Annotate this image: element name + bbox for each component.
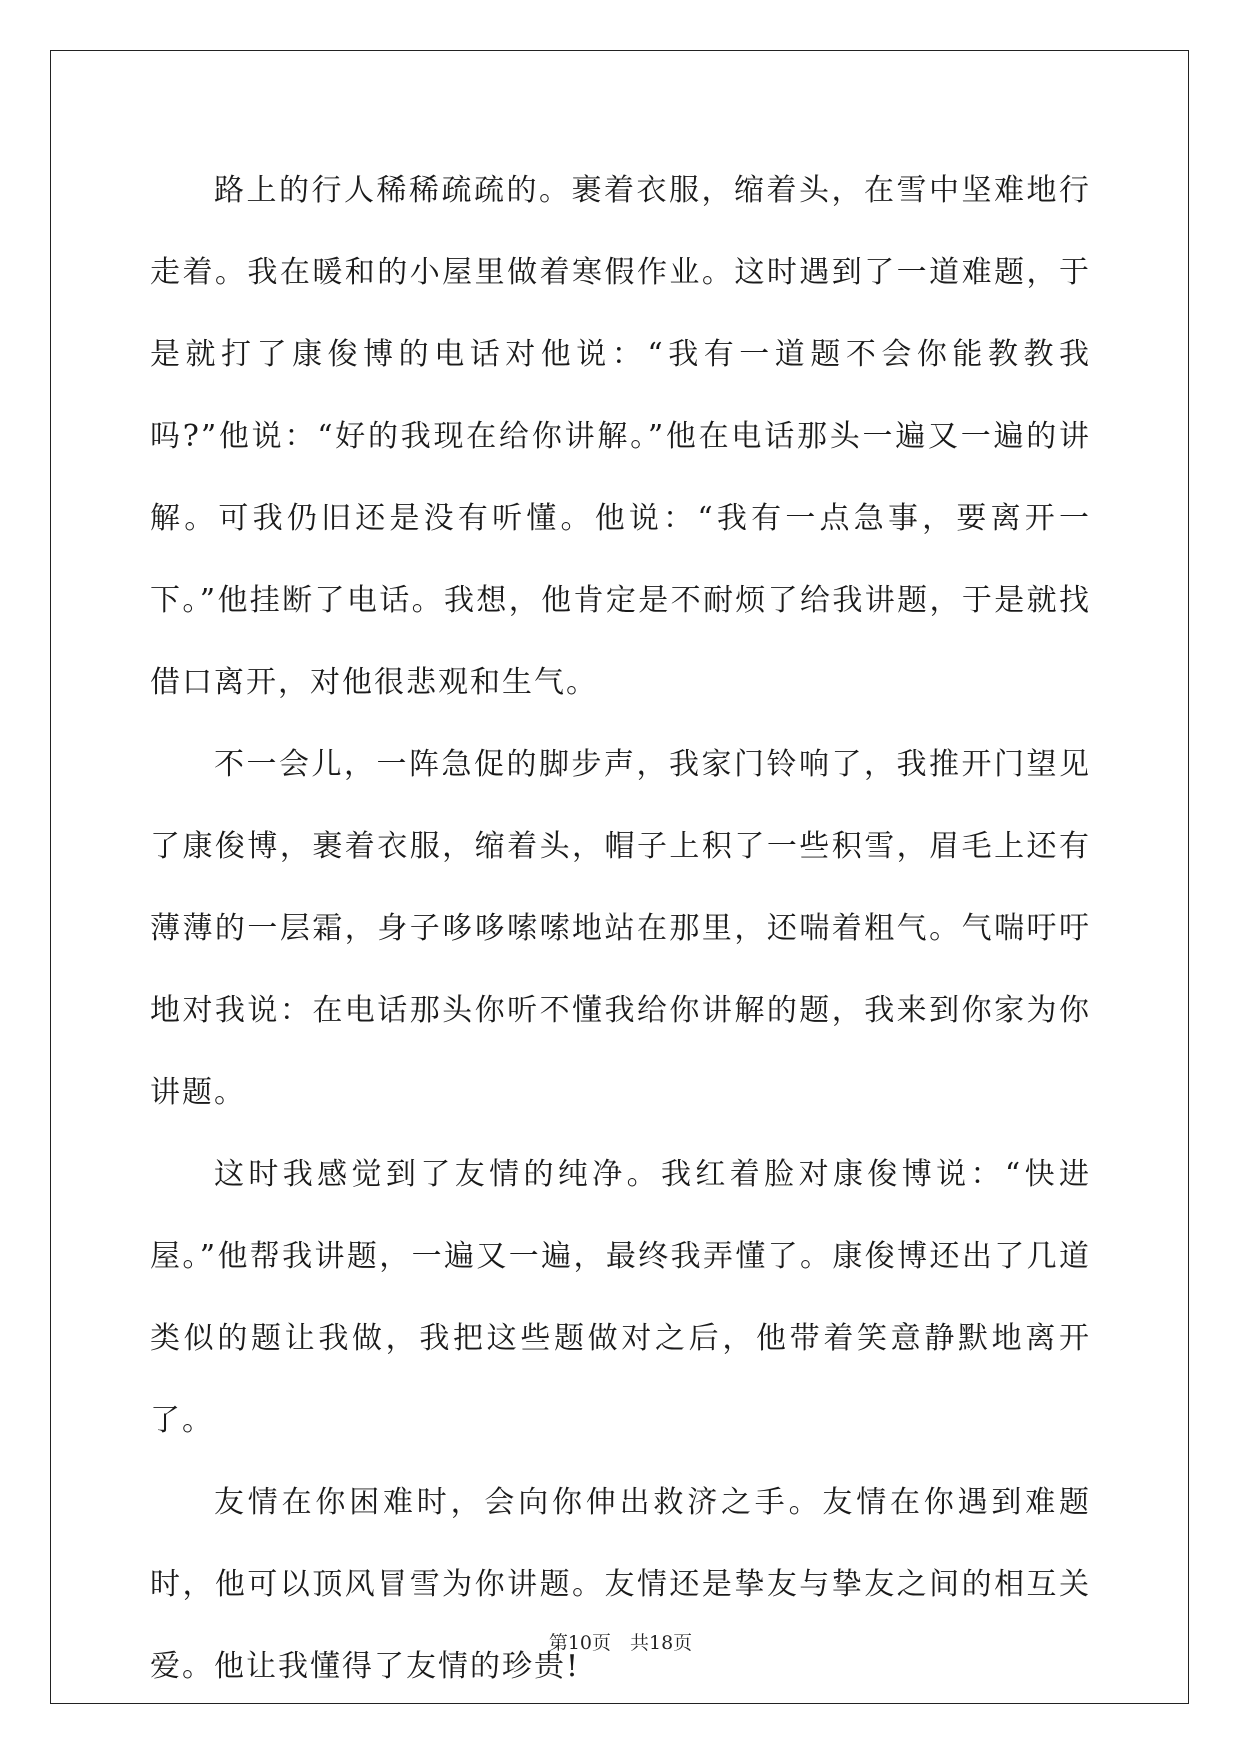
- paragraph-2: 不一会儿，一阵急促的脚步声，我家门铃响了，我推开门望见了康俊博，裹着衣服，缩着头，帽子上积了一些积雪，眉毛上还有薄薄的一层霜，身子哆哆嗦嗦地站在那里，还喘着粗气。气喘吁吁地对我说：在电话那头你听不懂我给你讲解的题，我来到你家为你讲题。: [150, 747, 1091, 1110]
- paragraph-3: 这时我感觉到了友情的纯净。我红着脸对康俊博说：“快进屋。”他帮我讲题，一遍又一遍，最终我弄懂了。康俊博还出了几道类似的题让我做，我把这些题做对之后，他带着笑意静默地离开了。: [150, 1157, 1091, 1438]
- paragraph-1: 路上的行人稀稀疏疏的。裹着衣服，缩着头，在雪中坚难地行走着。我在暖和的小屋里做着寒假作业。这时遇到了一道难题，于是就打了康俊博的电话对他说：“我有一道题不会你能教教我吗?”他说：“好的我现在给你讲解。”他在电话那头一遍又一遍的讲解。可我仍旧还是没有听懂。他说：“我有一点急事，要离开一下。”他挂断了电话。我想，他肯定是不耐烦了给我讲题，于是就找借口离开，对他很悲观和生气。: [150, 173, 1091, 700]
- paragraph-4: 友情在你困难时，会向你伸出救济之手。友情在你遇到难题时，他可以顶风冒雪为你讲题。友情还是挚友与挚友之间的相互关爱。他让我懂得了友情的珍贵!: [150, 1485, 1091, 1684]
- page-number-footer: 第10页 共18页: [548, 1632, 693, 1654]
- document-body: [150, 150, 1091, 1708]
